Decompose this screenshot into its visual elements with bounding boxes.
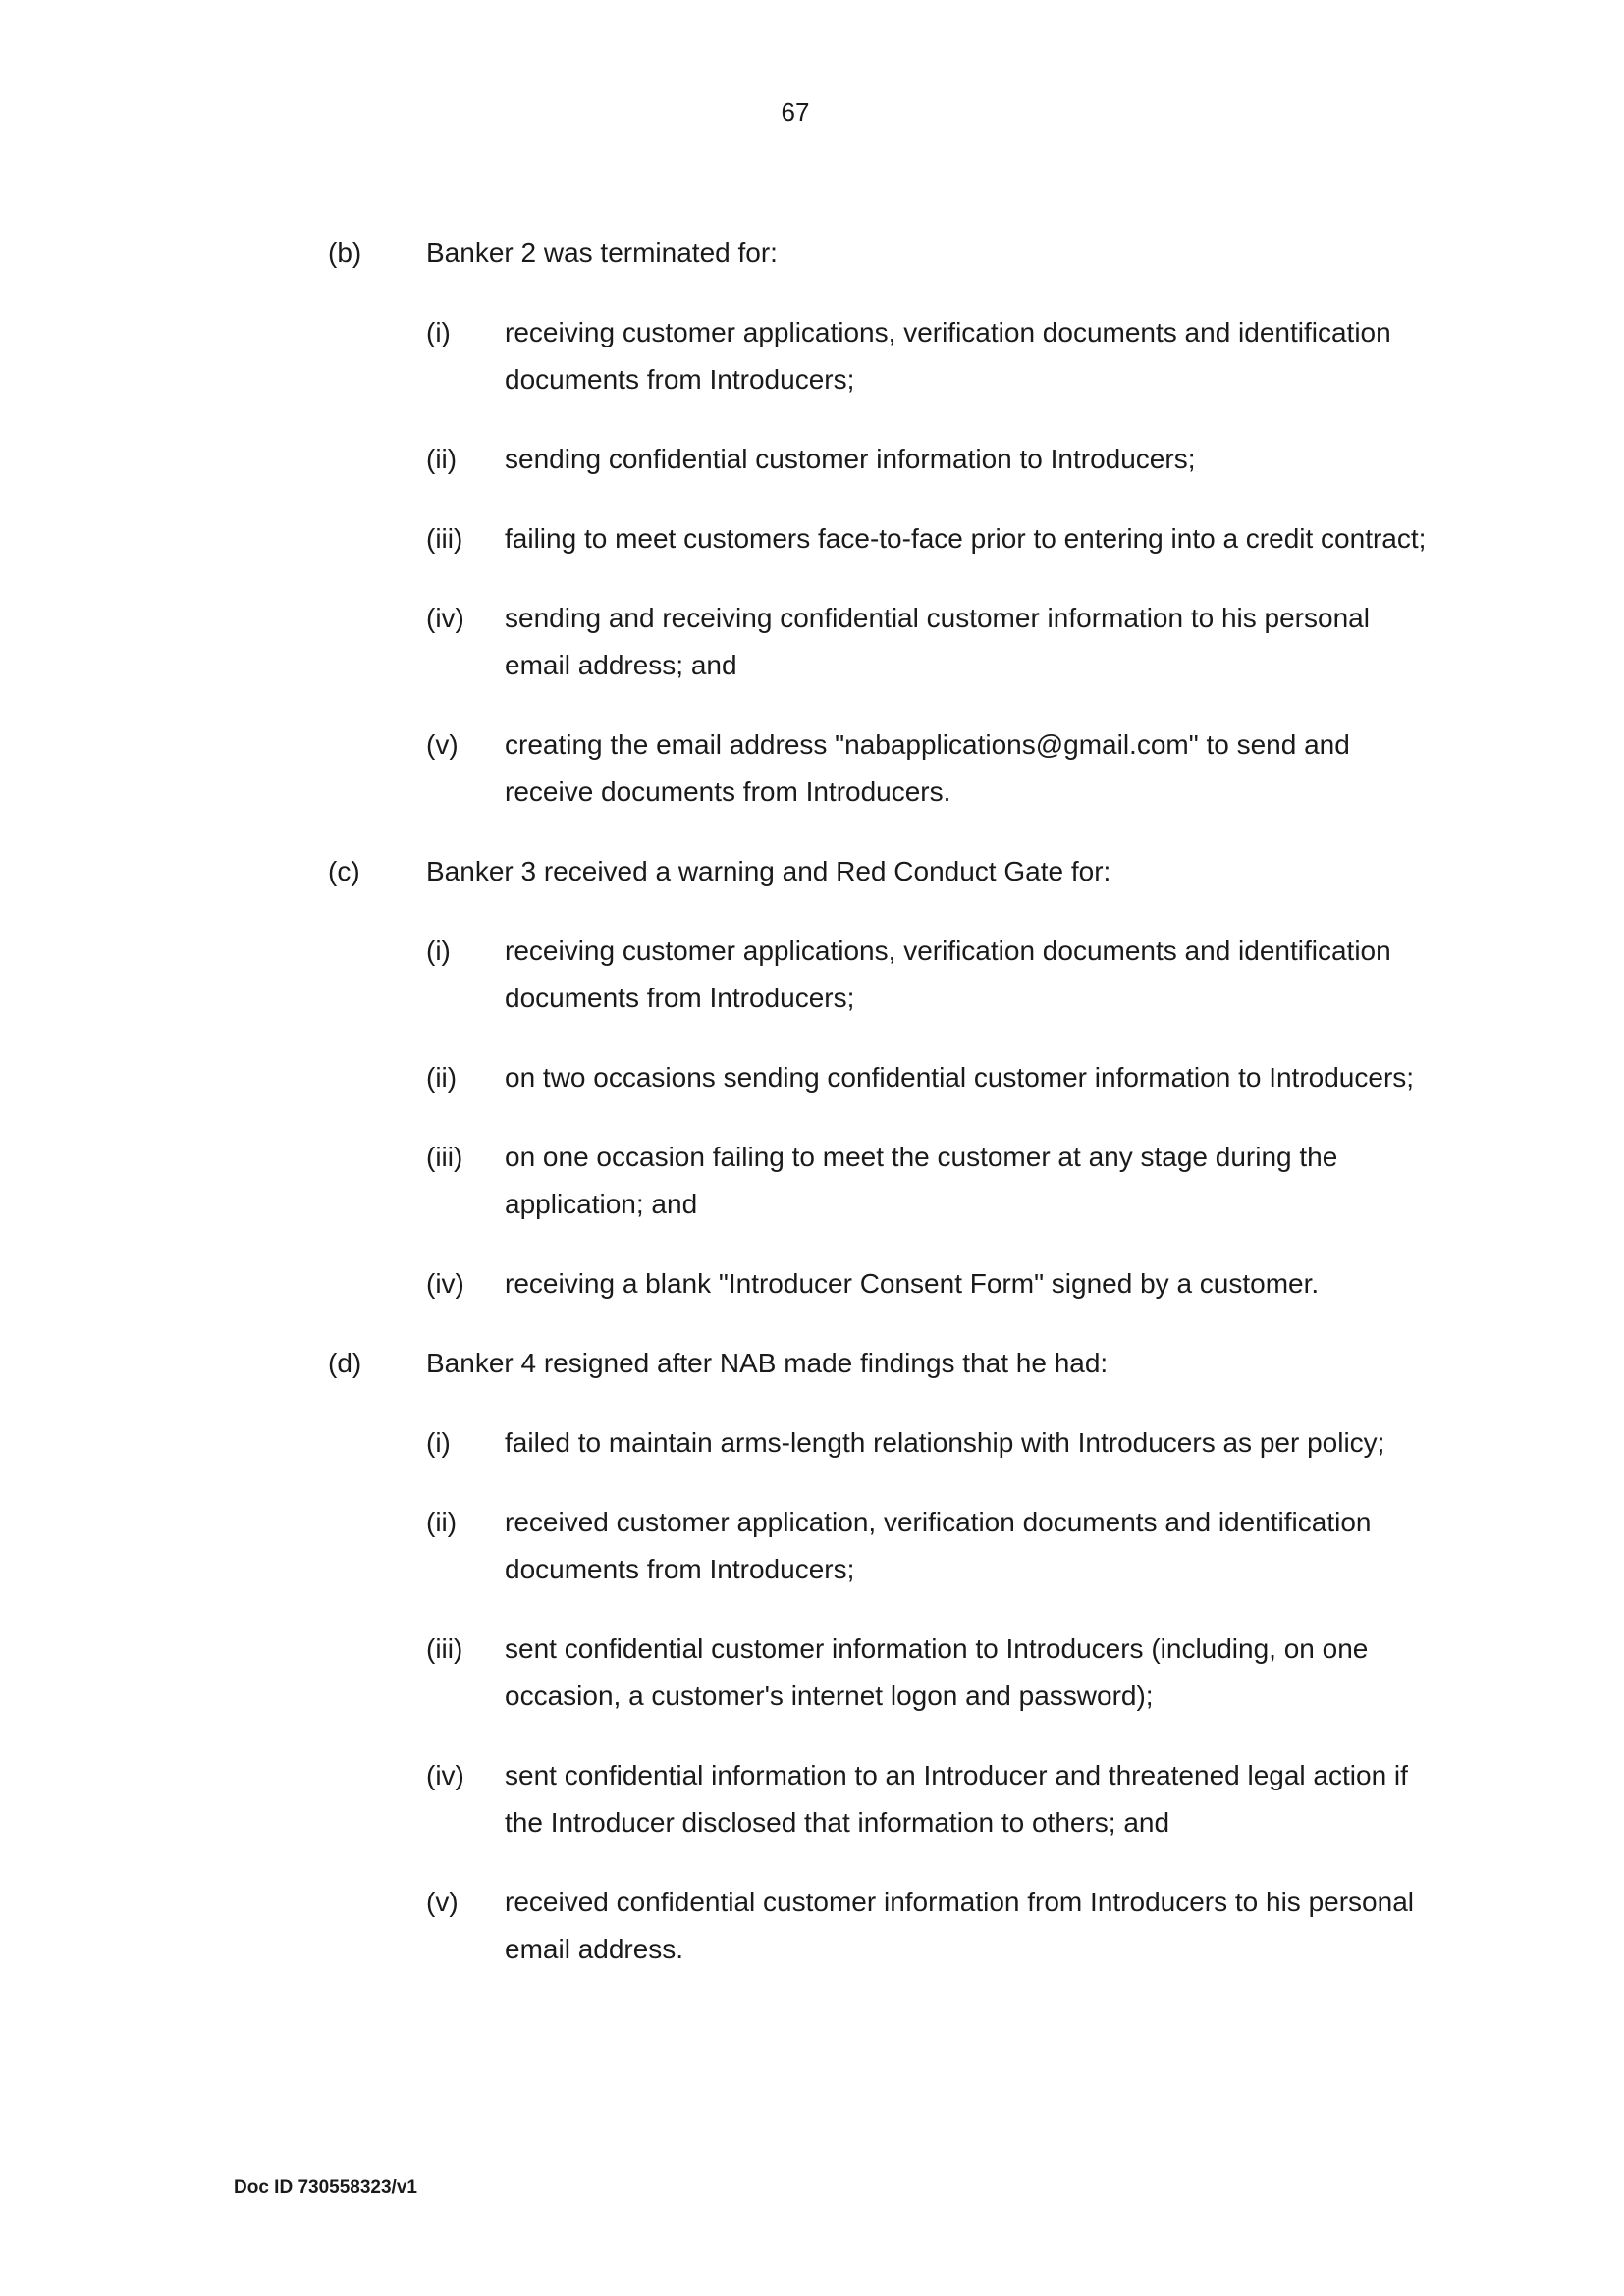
list-item xyxy=(426,1134,1447,1228)
list-item-label: (iv) xyxy=(426,603,464,633)
paragraph-label: (d) xyxy=(328,1348,362,1378)
paragraph-text: Banker 3 received a warning and Red Conduct Gate for: xyxy=(426,856,1111,886)
list-item xyxy=(426,1499,1447,1593)
list-item-label: (iv) xyxy=(426,1268,464,1299)
list-item-label: (iii) xyxy=(426,523,463,554)
list-item xyxy=(426,515,1447,562)
list-item xyxy=(426,1752,1447,1846)
list-item-text: sent confidential information to an Introducer and threatened legal action if the Introducer disclosed that information to others; and xyxy=(505,1760,1408,1838)
paragraph-heading xyxy=(328,230,1447,277)
list-item-label: (v) xyxy=(426,1887,459,1917)
paragraph-b xyxy=(328,230,1447,816)
list-item-text: received customer application, verification documents and identification documents from Introducers; xyxy=(505,1507,1372,1584)
paragraph-d xyxy=(328,1340,1447,1973)
list-item-text: receiving customer applications, verification documents and identification documents from Introducers; xyxy=(505,935,1391,1013)
paragraph-label: (c) xyxy=(328,856,360,886)
list-item-label: (v) xyxy=(426,729,459,760)
list-item xyxy=(426,1419,1447,1467)
page-number: 67 xyxy=(781,97,810,127)
list-item xyxy=(426,1260,1447,1308)
paragraph-text: Banker 2 was terminated for: xyxy=(426,238,778,268)
list-item-text: sent confidential customer information to Introducers (including, on one occasion, a customer's internet logon and password); xyxy=(505,1633,1369,1711)
list-item-label: (iii) xyxy=(426,1633,463,1664)
list-item-label: (i) xyxy=(426,935,451,966)
list-item-label: (i) xyxy=(426,1427,451,1458)
paragraph-heading xyxy=(328,1340,1447,1387)
paragraph-c xyxy=(328,848,1447,1308)
list-item xyxy=(426,1626,1447,1720)
list-item-label: (iv) xyxy=(426,1760,464,1790)
list-item xyxy=(426,928,1447,1022)
paragraph-text: Banker 4 resigned after NAB made findings that he had: xyxy=(426,1348,1109,1378)
document-body xyxy=(328,230,1447,2005)
paragraph-heading xyxy=(328,848,1447,895)
list-item xyxy=(426,309,1447,403)
list-item-text: sending and receiving confidential customer information to his personal email address; and xyxy=(505,603,1370,680)
document-id-footer: Doc ID 730558323/v1 xyxy=(234,2177,417,2198)
list-item-text: sending confidential customer information to Introducers; xyxy=(505,444,1196,474)
list-item-label: (i) xyxy=(426,317,451,347)
list-item xyxy=(426,1054,1447,1101)
list-item-label: (ii) xyxy=(426,444,458,474)
list-item-text: receiving a blank "Introducer Consent Form" signed by a customer. xyxy=(505,1268,1320,1299)
list-item xyxy=(426,721,1447,816)
list-item-text: on two occasions sending confidential customer information to Introducers; xyxy=(505,1062,1415,1093)
list-item-text: on one occasion failing to meet the customer at any stage during the application; and xyxy=(505,1142,1338,1219)
list-item-text: failing to meet customers face-to-face prior to entering into a credit contract; xyxy=(505,523,1427,554)
list-item-text: receiving customer applications, verification documents and identification documents from Introducers; xyxy=(505,317,1391,395)
list-item-label: (ii) xyxy=(426,1062,458,1093)
list-item xyxy=(426,595,1447,689)
paragraph-label: (b) xyxy=(328,238,362,268)
list-item-text: creating the email address "nabapplications@gmail.com" to send and receive documents from Introducers. xyxy=(505,729,1350,807)
list-item-label: (iii) xyxy=(426,1142,463,1172)
list-item-text: received confidential customer information from Introducers to his personal email address. xyxy=(505,1887,1414,1964)
list-item-text: failed to maintain arms-length relationship with Introducers as per policy; xyxy=(505,1427,1385,1458)
list-item-label: (ii) xyxy=(426,1507,458,1537)
list-item xyxy=(426,436,1447,483)
list-item xyxy=(426,1879,1447,1973)
